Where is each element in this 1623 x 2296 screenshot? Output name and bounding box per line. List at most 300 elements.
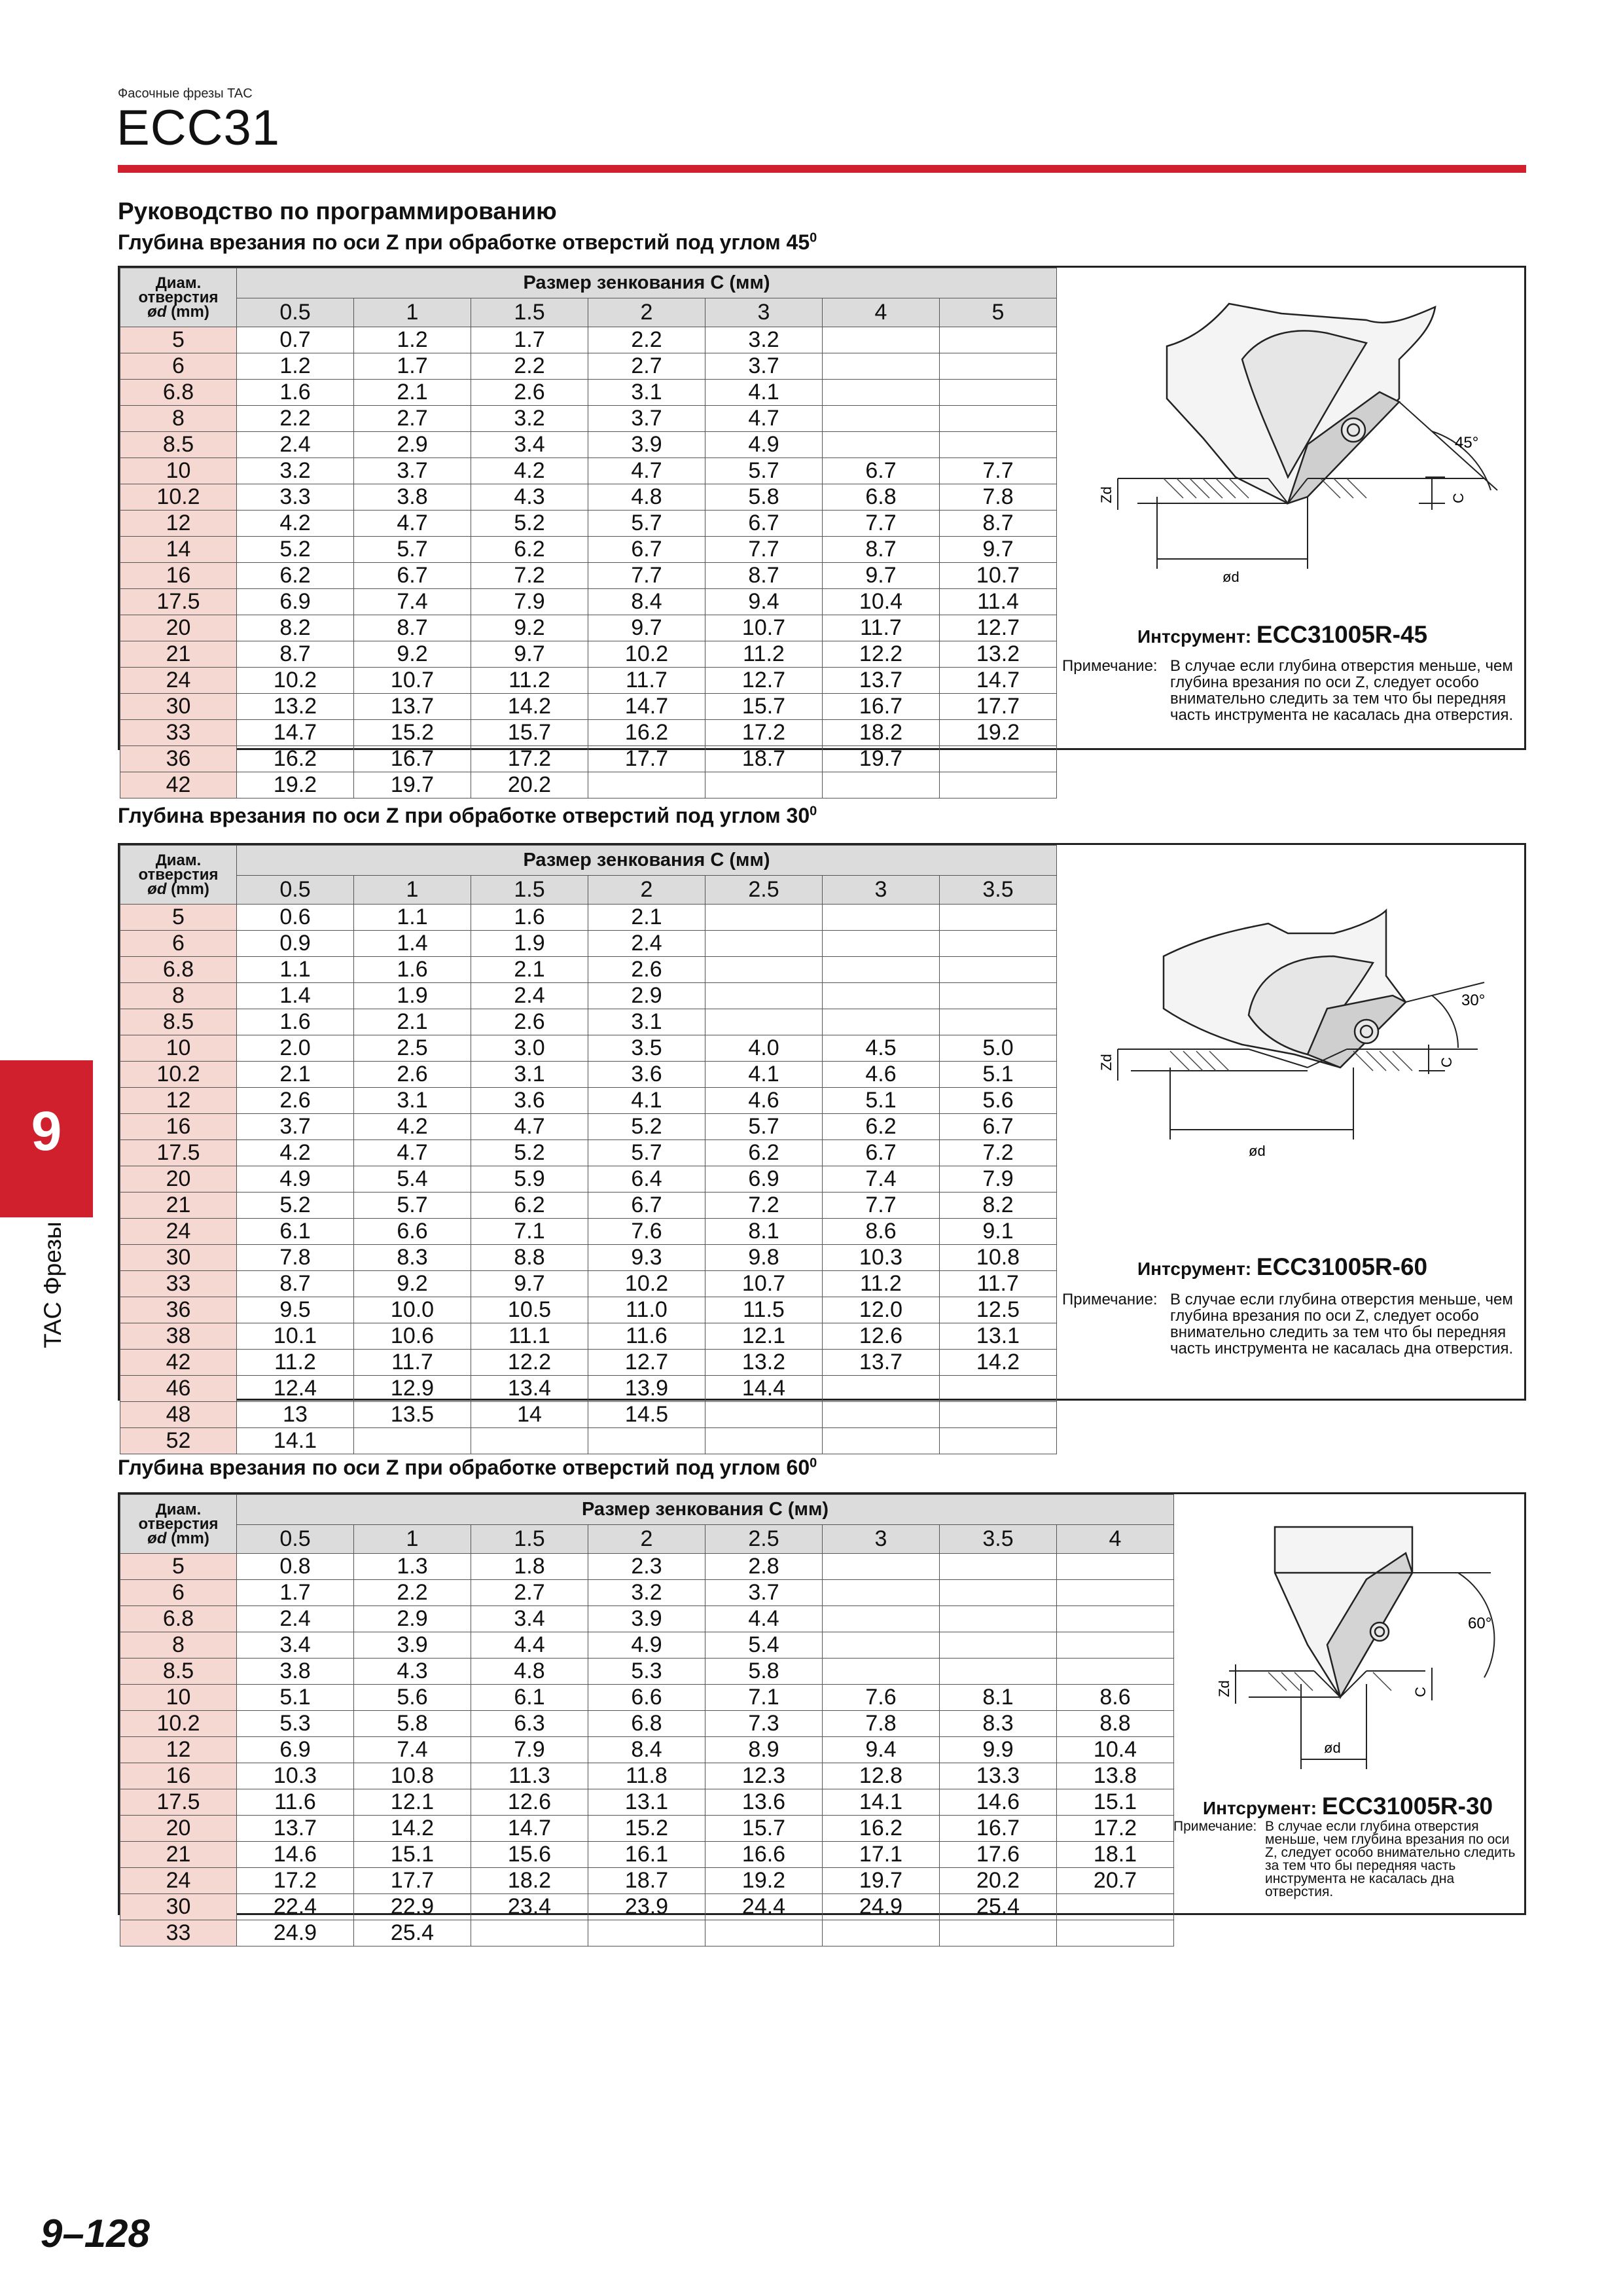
depth-cell: [823, 432, 940, 458]
depth-cell: 13.1: [940, 1323, 1057, 1350]
depth-cell: 3.8: [354, 484, 471, 511]
depth-cell: 6.1: [471, 1685, 588, 1711]
table-row: [120, 1297, 1057, 1323]
depth-cell: 14.7: [471, 1816, 588, 1842]
depth-cell: [940, 1606, 1057, 1632]
depth-cell: 3.1: [588, 1009, 705, 1035]
depth-cell: 14: [471, 1402, 588, 1428]
depth-cell: 24.9: [237, 1920, 354, 1946]
tool-diagram-30: [1092, 904, 1517, 1166]
table-row: [120, 406, 1057, 432]
row-diameter: 33: [120, 1920, 237, 1946]
table-row: [120, 380, 1057, 406]
tool-diagram-45: [1092, 281, 1517, 595]
depth-cell: 1.3: [354, 1554, 471, 1580]
depth-cell: 12.1: [354, 1789, 471, 1816]
depth-cell: 5.2: [471, 511, 588, 537]
depth-cell: 8.7: [705, 563, 823, 589]
depth-cell: 17.2: [237, 1868, 354, 1894]
column-header: 2.5: [705, 876, 823, 905]
depth-cell: 9.8: [705, 1245, 823, 1271]
row-diameter: 6: [120, 353, 237, 380]
row-diameter: 6.8: [120, 957, 237, 983]
table-row: [120, 1166, 1057, 1193]
depth-cell: 19.7: [823, 1868, 940, 1894]
depth-cell: 4.6: [823, 1062, 940, 1088]
table-row: [120, 746, 1057, 772]
depth-cell: 20.7: [1057, 1868, 1174, 1894]
depth-cell: 3.1: [471, 1062, 588, 1088]
depth-cell: 8.7: [237, 1271, 354, 1297]
depth-cell: 15.2: [354, 720, 471, 746]
table-row: [120, 1350, 1057, 1376]
table-row: [120, 1193, 1057, 1219]
tool-label-45: Интсрумент: ECC31005R-45: [1137, 621, 1428, 648]
depth-cell: [1057, 1632, 1174, 1659]
table-row: [120, 1920, 1174, 1946]
depth-cell: 4.1: [705, 1062, 823, 1088]
depth-cell: 5.8: [705, 1659, 823, 1685]
dim-zd-60: Zd: [1216, 1680, 1232, 1697]
dim-c-30: C: [1438, 1057, 1455, 1067]
depth-cell: 13.1: [588, 1789, 705, 1816]
chapter-number: 9: [31, 1100, 62, 1162]
depth-cell: 13.2: [940, 641, 1057, 668]
row-diameter: 52: [120, 1428, 237, 1454]
depth-cell: 7.6: [823, 1685, 940, 1711]
depth-cell: 14.2: [471, 694, 588, 720]
depth-cell: [940, 406, 1057, 432]
row-diameter: 12: [120, 511, 237, 537]
depth-cell: 5.0: [940, 1035, 1057, 1062]
row-diameter: 33: [120, 1271, 237, 1297]
table-row: [120, 1659, 1174, 1685]
depth-cell: 2.2: [471, 353, 588, 380]
depth-cell: 5.2: [237, 1193, 354, 1219]
table-row: [120, 537, 1057, 563]
depth-cell: 1.6: [471, 905, 588, 931]
table-row: [120, 615, 1057, 641]
column-header: 2: [588, 298, 705, 327]
depth-cell: 13.8: [1057, 1763, 1174, 1789]
column-header: 1: [354, 876, 471, 905]
row-diameter: 8.5: [120, 432, 237, 458]
row-diameter: 17.5: [120, 1140, 237, 1166]
depth-cell: 4.1: [705, 380, 823, 406]
depth-cell: 14.1: [823, 1789, 940, 1816]
row-diameter: 5: [120, 327, 237, 353]
depth-cell: 11.2: [823, 1271, 940, 1297]
depth-cell: 12.7: [588, 1350, 705, 1376]
column-header: 2: [588, 876, 705, 905]
depth-cell: 2.4: [588, 931, 705, 957]
dim-c-45: C: [1450, 493, 1467, 503]
depth-cell: [940, 746, 1057, 772]
depth-cell: [705, 1920, 823, 1946]
depth-cell: 6.8: [823, 484, 940, 511]
row-diameter: 30: [120, 1245, 237, 1271]
depth-cell: 2.5: [354, 1035, 471, 1062]
row-diameter: 10: [120, 1035, 237, 1062]
depth-cell: 2.2: [354, 1580, 471, 1606]
depth-cell: 2.1: [354, 380, 471, 406]
depth-cell: 11.6: [588, 1323, 705, 1350]
depth-cell: [823, 353, 940, 380]
depth-cell: [588, 1428, 705, 1454]
depth-cell: 18.7: [705, 746, 823, 772]
depth-cell: 11.8: [588, 1763, 705, 1789]
depth-cell: 13.9: [588, 1376, 705, 1402]
depth-cell: 8.2: [237, 615, 354, 641]
depth-cell: 4.9: [237, 1166, 354, 1193]
depth-cell: 11.4: [940, 589, 1057, 615]
depth-cell: 11.0: [588, 1297, 705, 1323]
depth-cell: 19.2: [940, 720, 1057, 746]
depth-cell: 3.7: [705, 353, 823, 380]
depth-cell: 7.8: [823, 1711, 940, 1737]
depth-cell: 4.0: [705, 1035, 823, 1062]
depth-cell: 7.7: [940, 458, 1057, 484]
depth-cell: 3.5: [588, 1035, 705, 1062]
depth-cell: 2.1: [471, 957, 588, 983]
depth-cell: 1.2: [354, 327, 471, 353]
depth-cell: 4.6: [705, 1088, 823, 1114]
depth-cell: 3.1: [354, 1088, 471, 1114]
depth-cell: 25.4: [940, 1894, 1057, 1920]
depth-cell: 6.9: [705, 1166, 823, 1193]
depth-cell: 6.2: [471, 1193, 588, 1219]
depth-cell: 14.7: [940, 668, 1057, 694]
depth-cell: 18.2: [823, 720, 940, 746]
depth-cell: 4.9: [705, 432, 823, 458]
depth-cell: 5.6: [354, 1685, 471, 1711]
depth-cell: [940, 905, 1057, 931]
note-45: Примечание: В случае если глубина отверстия меньше, чем глубина врезания по оси Z, следует особо внимательно следить за тем что бы передняя часть инструмента не касалась дна отверстия.: [1062, 657, 1514, 724]
depth-cell: 7.7: [588, 563, 705, 589]
column-header: 2: [588, 1525, 705, 1554]
table-row: [120, 1580, 1174, 1606]
table-box-60: [118, 1492, 1526, 1945]
depth-cell: 5.3: [237, 1711, 354, 1737]
angle-label-45: 45°: [1455, 434, 1479, 452]
depth-cell: 14.2: [354, 1816, 471, 1842]
depth-cell: 23.4: [471, 1894, 588, 1920]
depth-cell: 7.4: [354, 1737, 471, 1763]
row-diameter: 24: [120, 668, 237, 694]
row-diameter: 17.5: [120, 589, 237, 615]
depth-cell: 10.4: [1057, 1737, 1174, 1763]
table-row: [120, 668, 1057, 694]
table-row: [120, 484, 1057, 511]
depth-cell: [1057, 1554, 1174, 1580]
depth-cell: 9.2: [471, 615, 588, 641]
depth-cell: 9.4: [823, 1737, 940, 1763]
row-diameter: 21: [120, 641, 237, 668]
depth-cell: 19.2: [705, 1868, 823, 1894]
depth-cell: 2.4: [237, 1606, 354, 1632]
depth-cell: 10.4: [823, 589, 940, 615]
depth-cell: 7.8: [237, 1245, 354, 1271]
depth-cell: 11.6: [237, 1789, 354, 1816]
depth-cell: 3.7: [705, 1580, 823, 1606]
depth-cell: 10.3: [823, 1245, 940, 1271]
depth-cell: 2.3: [588, 1554, 705, 1580]
column-header: 5: [940, 298, 1057, 327]
depth-cell: 4.7: [354, 1140, 471, 1166]
depth-cell: 8.4: [588, 589, 705, 615]
depth-cell: 2.7: [354, 406, 471, 432]
depth-cell: [940, 327, 1057, 353]
depth-cell: 19.2: [237, 772, 354, 798]
depth-cell: 20.2: [471, 772, 588, 798]
depth-cell: [940, 1659, 1057, 1685]
depth-cell: [940, 1554, 1057, 1580]
depth-cell: 16.1: [588, 1842, 705, 1868]
depth-cell: 22.4: [237, 1894, 354, 1920]
table-row: [120, 772, 1057, 798]
depth-cell: 17.6: [940, 1842, 1057, 1868]
depth-cell: 3.6: [471, 1088, 588, 1114]
depth-cell: 17.2: [471, 746, 588, 772]
row-diameter: 21: [120, 1842, 237, 1868]
column-header: 2.5: [705, 1525, 823, 1554]
depth-cell: 5.7: [705, 1114, 823, 1140]
depth-table-30: [120, 845, 1057, 1454]
depth-cell: 4.4: [705, 1606, 823, 1632]
depth-cell: [823, 905, 940, 931]
diameter-header: Диам. отверстия ød (mm): [120, 1495, 237, 1554]
depth-cell: [940, 380, 1057, 406]
row-diameter: 20: [120, 615, 237, 641]
depth-cell: 4.7: [471, 1114, 588, 1140]
depth-cell: 5.7: [354, 1193, 471, 1219]
depth-cell: 13.2: [237, 694, 354, 720]
depth-cell: 5.7: [354, 537, 471, 563]
depth-cell: 16.2: [237, 746, 354, 772]
depth-cell: [823, 931, 940, 957]
depth-cell: 0.8: [237, 1554, 354, 1580]
depth-cell: 5.7: [588, 511, 705, 537]
depth-cell: 6.9: [237, 1737, 354, 1763]
depth-cell: 22.9: [354, 1894, 471, 1920]
depth-cell: 17.2: [705, 720, 823, 746]
depth-cell: 7.2: [940, 1140, 1057, 1166]
depth-cell: 0.6: [237, 905, 354, 931]
depth-cell: 6.7: [705, 511, 823, 537]
depth-cell: 7.8: [940, 484, 1057, 511]
depth-cell: 18.7: [588, 1868, 705, 1894]
diameter-header: Диам. отверстия ød (mm): [120, 268, 237, 327]
depth-cell: 6.7: [940, 1114, 1057, 1140]
depth-cell: 8.9: [705, 1737, 823, 1763]
depth-cell: 10.2: [588, 641, 705, 668]
row-diameter: 10.2: [120, 1711, 237, 1737]
section-title-30: Глубина врезания по оси Z при обработке отверстий под углом $30^0$: [118, 804, 817, 827]
depth-cell: 12.2: [471, 1350, 588, 1376]
row-diameter: 8: [120, 1632, 237, 1659]
table-row: [120, 641, 1057, 668]
depth-cell: [471, 1920, 588, 1946]
diameter-header: Диам. отверстия ød (mm): [120, 846, 237, 905]
table-row: [120, 931, 1057, 957]
depth-cell: 16.6: [705, 1842, 823, 1868]
depth-cell: 7.9: [471, 589, 588, 615]
depth-cell: 3.4: [471, 432, 588, 458]
depth-cell: 5.1: [823, 1088, 940, 1114]
column-header: 1.5: [471, 1525, 588, 1554]
chapter-tab: [0, 1060, 93, 1217]
table-row: [120, 1842, 1174, 1868]
depth-cell: 1.8: [471, 1554, 588, 1580]
dim-zd-30: Zd: [1098, 1054, 1115, 1071]
depth-cell: 1.7: [471, 327, 588, 353]
depth-cell: 12.6: [471, 1789, 588, 1816]
depth-cell: 3.9: [354, 1632, 471, 1659]
depth-cell: [1057, 1659, 1174, 1685]
depth-cell: 18.2: [471, 1868, 588, 1894]
depth-cell: 2.6: [471, 1009, 588, 1035]
depth-cell: 6.4: [588, 1166, 705, 1193]
depth-cell: [823, 1009, 940, 1035]
table-row: [120, 1088, 1057, 1114]
depth-cell: 6.1: [237, 1219, 354, 1245]
table-row: [120, 1376, 1057, 1402]
row-diameter: 10.2: [120, 1062, 237, 1088]
row-diameter: 36: [120, 1297, 237, 1323]
table-row: [120, 1219, 1057, 1245]
depth-cell: 23.9: [588, 1894, 705, 1920]
depth-cell: 5.4: [354, 1166, 471, 1193]
depth-cell: 0.7: [237, 327, 354, 353]
column-header: 0.5: [237, 1525, 354, 1554]
depth-cell: [1057, 1894, 1174, 1920]
table-row: [120, 1554, 1174, 1580]
depth-cell: [705, 772, 823, 798]
table-row: [120, 1114, 1057, 1140]
row-diameter: 16: [120, 1114, 237, 1140]
depth-cell: [823, 406, 940, 432]
depth-cell: 4.2: [237, 1140, 354, 1166]
depth-cell: 2.9: [354, 1606, 471, 1632]
column-header: 3.5: [940, 1525, 1057, 1554]
depth-cell: 4.7: [588, 458, 705, 484]
column-header: 3: [705, 298, 823, 327]
row-diameter: 17.5: [120, 1789, 237, 1816]
row-diameter: 46: [120, 1376, 237, 1402]
row-diameter: 30: [120, 1894, 237, 1920]
depth-cell: [940, 1402, 1057, 1428]
note-60: Примечание: В случае если глубина отверстия меньше, чем глубина врезания по оси Z, следует особо внимательно следить за тем что бы передняя часть инструмента не касалась дна отверстия.: [1173, 1819, 1516, 1899]
depth-cell: 14.6: [237, 1842, 354, 1868]
depth-cell: 6.6: [354, 1219, 471, 1245]
row-diameter: 12: [120, 1088, 237, 1114]
depth-cell: 12.1: [705, 1323, 823, 1350]
column-header: 3.5: [940, 876, 1057, 905]
column-header: 3: [823, 876, 940, 905]
depth-cell: 5.4: [705, 1632, 823, 1659]
header-rule: [118, 165, 1526, 173]
depth-cell: [823, 1428, 940, 1454]
depth-cell: 2.2: [237, 406, 354, 432]
depth-cell: 8.7: [823, 537, 940, 563]
depth-cell: 0.9: [237, 931, 354, 957]
depth-cell: 8.8: [1057, 1711, 1174, 1737]
row-diameter: 5: [120, 1554, 237, 1580]
depth-cell: [823, 327, 940, 353]
depth-cell: [940, 772, 1057, 798]
depth-cell: 13.2: [705, 1350, 823, 1376]
depth-cell: 12.0: [823, 1297, 940, 1323]
depth-cell: 2.1: [588, 905, 705, 931]
depth-cell: 6.2: [237, 563, 354, 589]
depth-cell: 6.7: [823, 458, 940, 484]
depth-cell: 2.1: [354, 1009, 471, 1035]
depth-cell: [823, 772, 940, 798]
depth-cell: 4.4: [471, 1632, 588, 1659]
depth-cell: [823, 983, 940, 1009]
depth-cell: 4.9: [588, 1632, 705, 1659]
depth-cell: 1.1: [354, 905, 471, 931]
row-diameter: 14: [120, 537, 237, 563]
depth-cell: 12.7: [705, 668, 823, 694]
row-diameter: 6.8: [120, 380, 237, 406]
depth-cell: [1057, 1920, 1174, 1946]
row-diameter: 16: [120, 563, 237, 589]
depth-cell: 4.1: [588, 1088, 705, 1114]
depth-cell: 15.1: [1057, 1789, 1174, 1816]
table-row: [120, 1816, 1174, 1842]
page-title: ECC31: [116, 100, 280, 156]
depth-cell: 14.5: [588, 1402, 705, 1428]
depth-cell: 11.3: [471, 1763, 588, 1789]
depth-cell: 1.6: [237, 1009, 354, 1035]
depth-cell: 13.7: [354, 694, 471, 720]
row-diameter: 8: [120, 983, 237, 1009]
depth-cell: 8.2: [940, 1193, 1057, 1219]
depth-cell: 2.2: [588, 327, 705, 353]
depth-cell: [940, 957, 1057, 983]
depth-cell: 5.3: [588, 1659, 705, 1685]
depth-cell: 3.9: [588, 432, 705, 458]
depth-cell: 11.2: [705, 641, 823, 668]
depth-cell: 15.1: [354, 1842, 471, 1868]
depth-cell: 12.7: [940, 615, 1057, 641]
row-diameter: 6.8: [120, 1606, 237, 1632]
depth-cell: 3.8: [237, 1659, 354, 1685]
depth-cell: 17.2: [1057, 1816, 1174, 1842]
depth-cell: [354, 1428, 471, 1454]
column-header: 4: [823, 298, 940, 327]
table-row: [120, 1632, 1174, 1659]
page-number: 9–128: [41, 2212, 150, 2255]
depth-cell: 11.7: [823, 615, 940, 641]
row-diameter: 42: [120, 1350, 237, 1376]
row-diameter: 38: [120, 1323, 237, 1350]
depth-cell: 6.7: [823, 1140, 940, 1166]
table-row: [120, 1428, 1057, 1454]
depth-cell: 8.1: [940, 1685, 1057, 1711]
depth-cell: 8.7: [354, 615, 471, 641]
depth-cell: [940, 1632, 1057, 1659]
table-row: [120, 1711, 1174, 1737]
depth-cell: 15.7: [471, 720, 588, 746]
depth-cell: 5.7: [588, 1140, 705, 1166]
table-row: [120, 1035, 1057, 1062]
depth-cell: 4.7: [354, 511, 471, 537]
depth-cell: 3.1: [588, 380, 705, 406]
depth-cell: 10.2: [588, 1271, 705, 1297]
depth-cell: 2.9: [588, 983, 705, 1009]
